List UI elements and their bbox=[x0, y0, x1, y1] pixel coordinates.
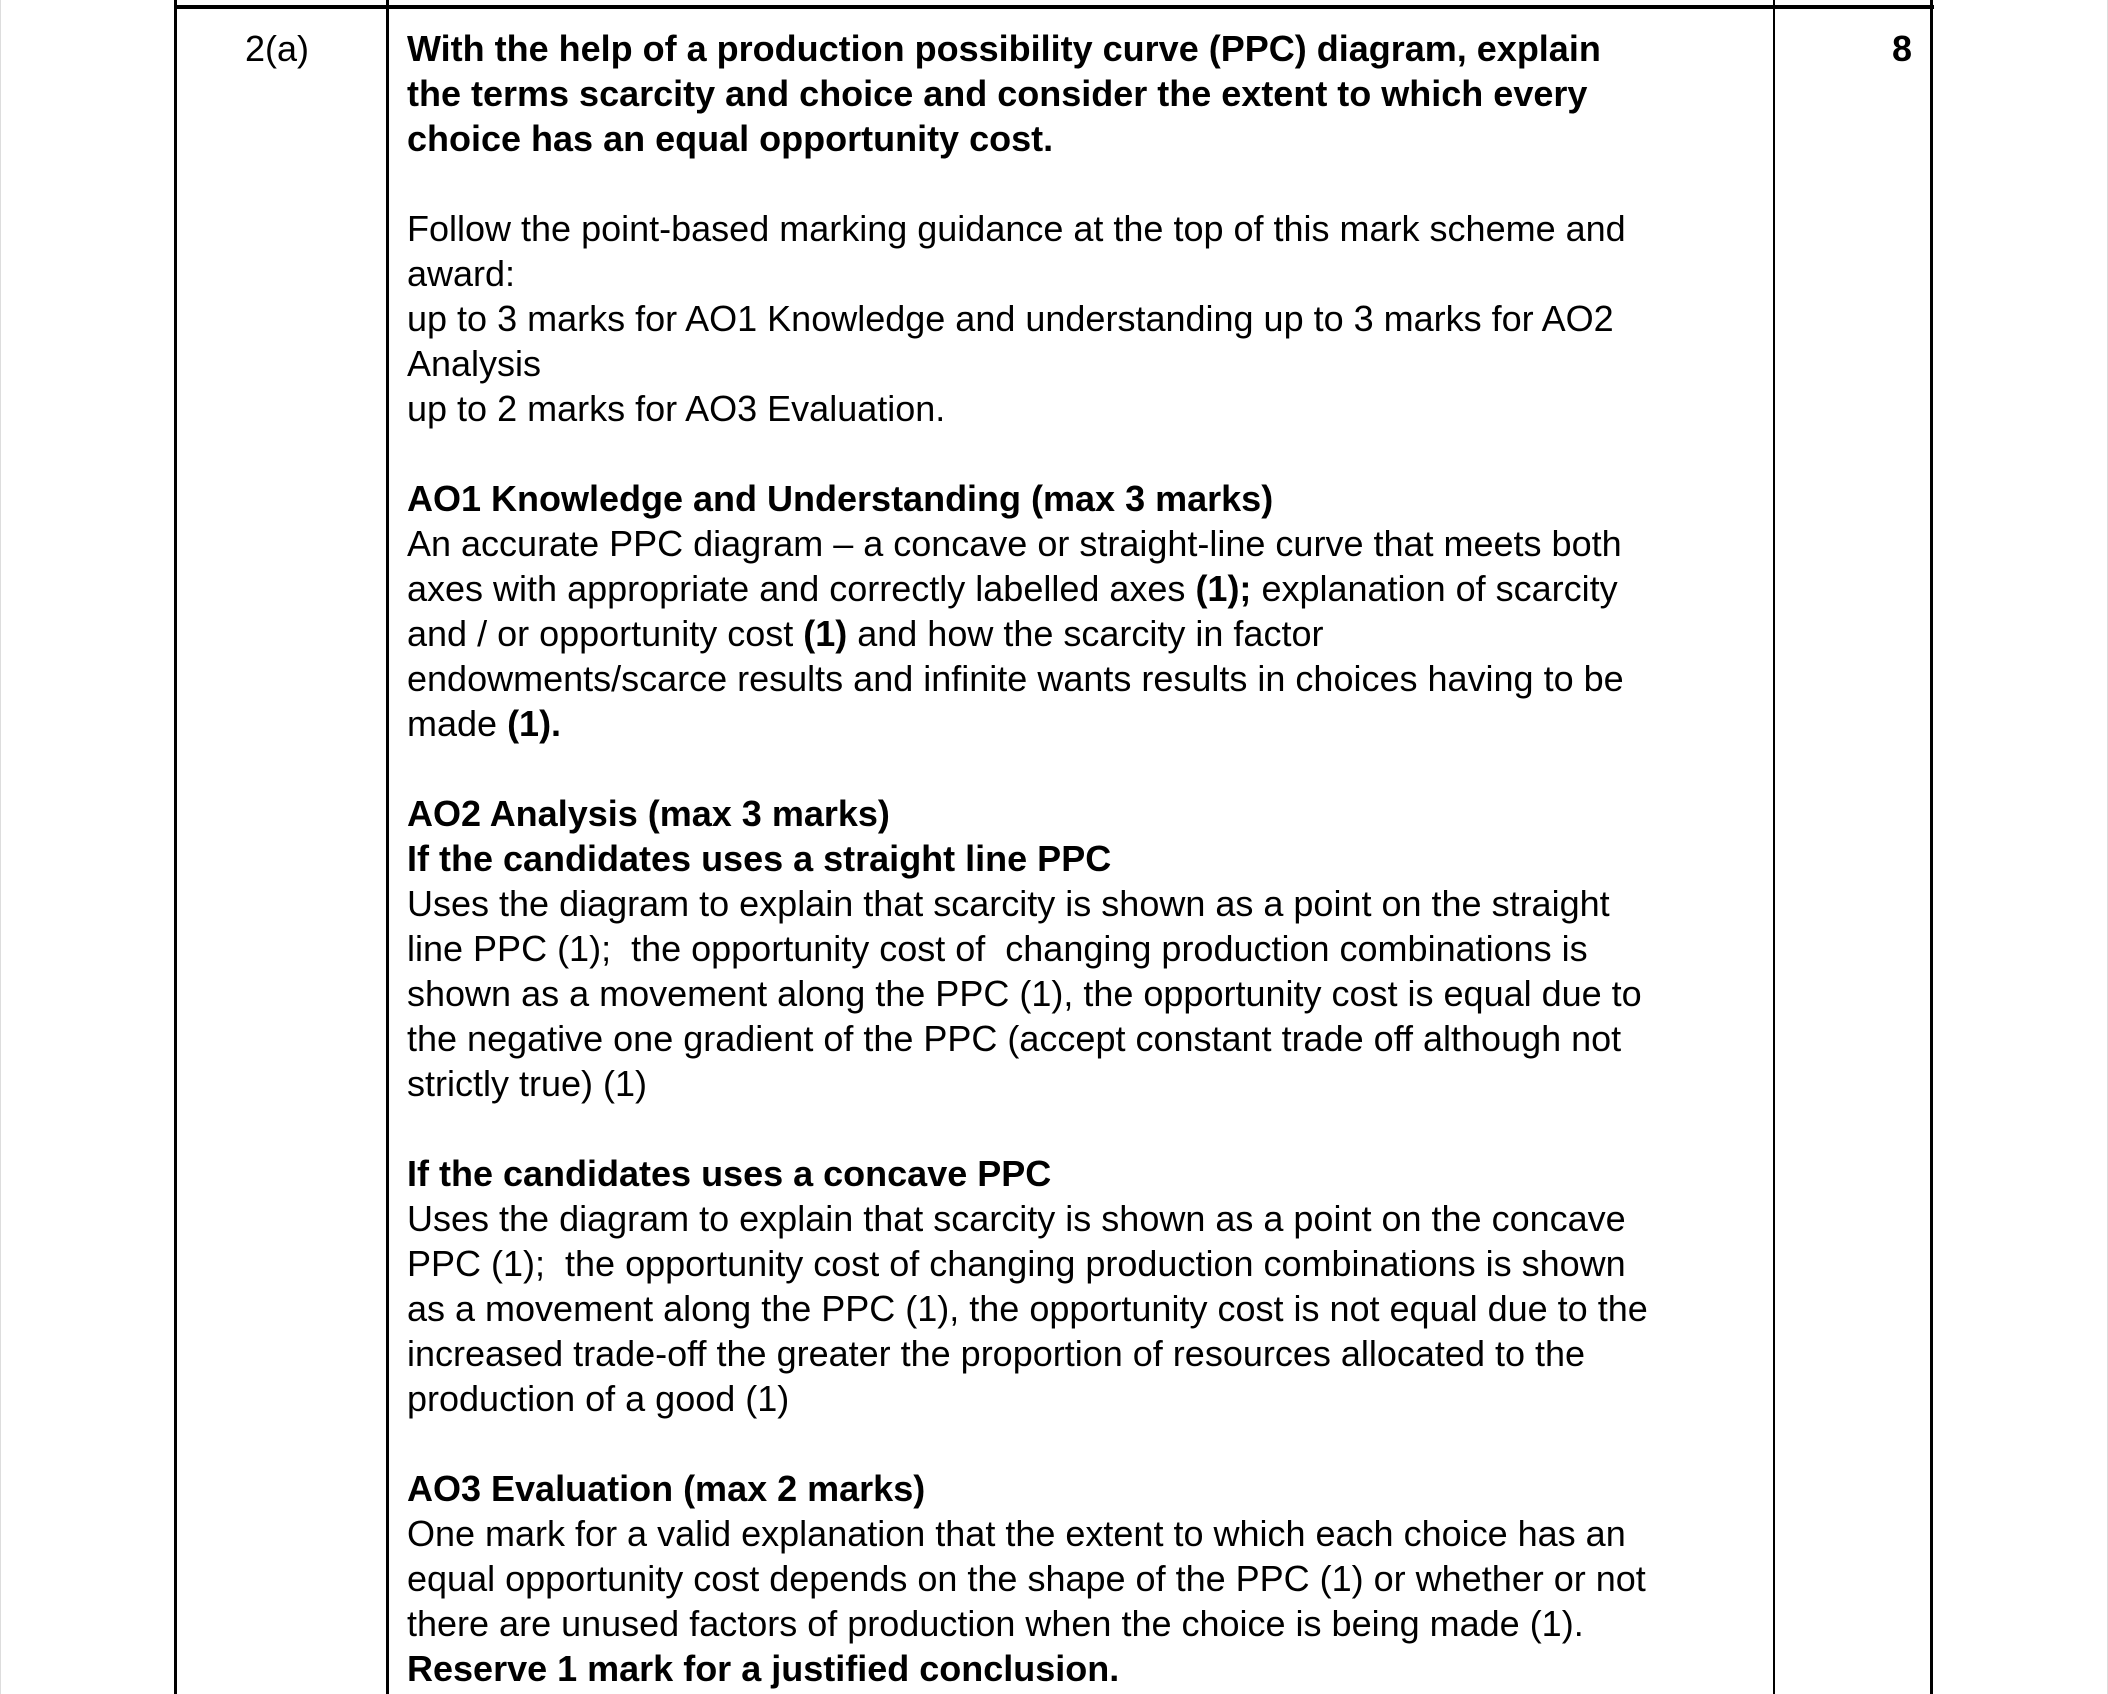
text-line bbox=[407, 656, 1767, 701]
text-line bbox=[407, 1196, 1767, 1241]
text-line bbox=[407, 1601, 1767, 1646]
text-line bbox=[407, 1286, 1767, 1331]
text-line bbox=[407, 26, 1767, 71]
text-line bbox=[407, 926, 1767, 971]
question-text bbox=[407, 26, 1767, 161]
text-line bbox=[407, 1376, 1767, 1421]
text-line bbox=[407, 611, 1767, 656]
text: the negative one gradient of the PPC (accept constant trade off although not bbox=[407, 1018, 1622, 1059]
paragraph bbox=[407, 1466, 1767, 1691]
text: Follow the point-based marking guidance at the top of this mark scheme and bbox=[407, 208, 1626, 249]
text-line bbox=[407, 116, 1767, 161]
text-line bbox=[407, 566, 1767, 611]
question-number: 2(a) bbox=[245, 28, 310, 69]
text: One mark for a valid explanation that the extent to which each choice has an bbox=[407, 1513, 1626, 1554]
text-line bbox=[407, 1151, 1767, 1196]
marks-total: 8 bbox=[1892, 28, 1913, 69]
bold-text: the terms scarcity and choice and consider the extent to which every bbox=[407, 73, 1588, 114]
text-line bbox=[407, 251, 1767, 296]
text: shown as a movement along the PPC (1), the opportunity cost is equal due to bbox=[407, 973, 1642, 1014]
bold-text: AO2 Analysis (max 3 marks) bbox=[407, 793, 890, 834]
column-divider-marks bbox=[1773, 0, 1775, 1694]
text-line bbox=[407, 1241, 1767, 1286]
paragraph-gap bbox=[407, 746, 1767, 791]
text: An accurate PPC diagram – a concave or straight-line curve that meets both bbox=[407, 523, 1622, 564]
text: PPC (1); the opportunity cost of changing production combinations is shown bbox=[407, 1243, 1626, 1284]
text: strictly true) (1) bbox=[407, 1063, 648, 1104]
text: axes with appropriate and correctly labelled axes bbox=[407, 568, 1196, 609]
paragraph bbox=[407, 206, 1767, 431]
bold-text: AO1 Knowledge and Understanding (max 3 marks) bbox=[407, 478, 1274, 519]
text-line bbox=[407, 1646, 1767, 1691]
text: up to 2 marks for AO3 Evaluation. bbox=[407, 388, 946, 429]
text: up to 3 marks for AO1 Knowledge and understanding up to 3 marks for AO2 bbox=[407, 298, 1614, 339]
bold-text: choice has an equal opportunity cost. bbox=[407, 118, 1054, 159]
text-line bbox=[407, 1016, 1767, 1061]
paragraph bbox=[407, 791, 1767, 1106]
table-left-border bbox=[174, 0, 177, 1694]
text: endowments/scarce results and infinite wants results in choices having to be bbox=[407, 658, 1624, 699]
bold-text: Reserve 1 mark for a justified conclusion. bbox=[407, 1648, 1120, 1689]
text: equal opportunity cost depends on the shape of the PPC (1) or whether or not bbox=[407, 1558, 1646, 1599]
text: explanation of scarcity bbox=[1251, 568, 1618, 609]
table-right-border bbox=[1930, 0, 1933, 1694]
bold-text: AO3 Evaluation (max 2 marks) bbox=[407, 1468, 926, 1509]
text: made bbox=[407, 703, 508, 744]
bold-text: If the candidates uses a concave PPC bbox=[407, 1153, 1052, 1194]
text-line bbox=[407, 836, 1767, 881]
bold-text: If the candidates uses a straight line PPC bbox=[407, 838, 1112, 879]
text-line bbox=[407, 971, 1767, 1016]
text-line bbox=[407, 521, 1767, 566]
paragraph-gap bbox=[407, 1421, 1767, 1466]
text-line bbox=[407, 341, 1767, 386]
text-line bbox=[407, 1061, 1767, 1106]
text: Uses the diagram to explain that scarcity is shown as a point on the straight bbox=[407, 883, 1610, 924]
column-divider-question bbox=[386, 0, 389, 1694]
text-line bbox=[407, 386, 1767, 431]
mark-scheme-answer bbox=[407, 26, 1767, 1691]
text: Uses the diagram to explain that scarcity is shown as a point on the concave bbox=[407, 1198, 1626, 1239]
page-edge-left bbox=[0, 0, 1, 1694]
text-line bbox=[407, 71, 1767, 116]
paragraph-gap bbox=[407, 431, 1767, 476]
bold-text: With the help of a production possibility curve (PPC) diagram, explain bbox=[407, 28, 1601, 69]
bold-text: (1). bbox=[507, 703, 562, 744]
paragraph bbox=[407, 476, 1767, 746]
text-line bbox=[407, 1556, 1767, 1601]
table-top-border bbox=[175, 5, 1934, 9]
text-line bbox=[407, 881, 1767, 926]
text-line bbox=[407, 701, 1767, 746]
paragraph-gap bbox=[407, 1106, 1767, 1151]
text-line bbox=[407, 296, 1767, 341]
text: production of a good (1) bbox=[407, 1378, 790, 1419]
text-line bbox=[407, 791, 1767, 836]
paragraph bbox=[407, 1151, 1767, 1421]
text: increased trade-off the greater the proportion of resources allocated to the bbox=[407, 1333, 1586, 1374]
text: Analysis bbox=[407, 343, 542, 384]
text: as a movement along the PPC (1), the opportunity cost is not equal due to the bbox=[407, 1288, 1648, 1329]
bold-text: (1); bbox=[1195, 568, 1252, 609]
text-line bbox=[407, 206, 1767, 251]
text-line bbox=[407, 1331, 1767, 1376]
text: line PPC (1); the opportunity cost of changing production combinations is bbox=[407, 928, 1588, 969]
text-line bbox=[407, 1511, 1767, 1556]
bold-text: (1) bbox=[803, 613, 848, 654]
text: there are unused factors of production when the choice is being made (1). bbox=[407, 1603, 1584, 1644]
text: and how the scarcity in factor bbox=[847, 613, 1324, 654]
paragraph-gap bbox=[407, 161, 1767, 206]
text-line bbox=[407, 476, 1767, 521]
text-line bbox=[407, 1466, 1767, 1511]
text: and / or opportunity cost bbox=[407, 613, 804, 654]
text: award: bbox=[407, 253, 516, 294]
